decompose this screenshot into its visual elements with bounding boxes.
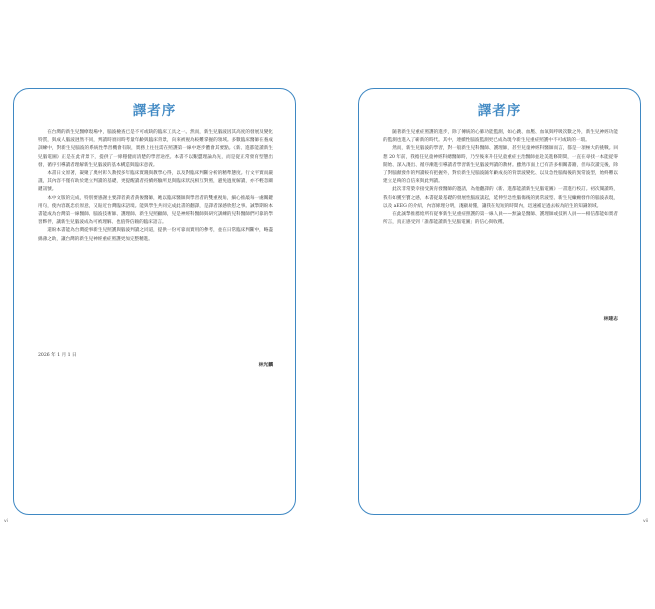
left-page-number: vi (4, 519, 8, 524)
right-paragraph-1: 隨著新生兒重症照護的進步，除了傳統的心肺功能監測，如心跳、血壓、血氧與呼吸次數之外，新生兒神經功能的監測也進入了嶄新的時代。其中，連續性腦波監測更已成為現今新生兒重症照護中不可或缺的一環。 (383, 130, 618, 144)
right-paragraph-3: 此次非常榮幸接受黃育發醫師的邀請，為他翻譯的《新、進都能讀新生兒腦電圖》一書進行校訂。初次閱讀時，我有如獲至寶之感，本書從最基礎的發展性腦波談起，延伸至急性腦傷後的異常波型、新生兒癲癇發作的腦波表現，以及 aEEG 的介紹，內容條理分明，淺顯易懂，讓我在短短的時間內，迅速補足過去較為陌生的知識領域。 (383, 187, 618, 209)
left-paragraph-2: 本書日文原著，凝聚了奧村彰久教授多年臨床實踐與教學心得，以及對臨床判斷分析的精準態度。行文平實而嚴謹，其內容不僅有助於建立判讀的基礎，更提醒讀者持續經驗所見與臨床狀況相互對照，避免過度解讀，亦不輕忽關鍵訊號。 (38, 171, 273, 193)
right-page-title: 譯者序 (477, 103, 522, 119)
right-paragraph-2: 然而，新生兒腦波的學習，對一般新生兒科醫師、護理師，甚至兒童神經科醫師而言，都是一項極大的挑戰。回想 20 年前，我擔任兒童神經科總醫師時，乃至後來升任兒童重症主治醫師並赴美進修期間，一直在尋找一本能從零開始、深入淺出、循序漸進引導讀者學習新生兒腦波判讀的教材。雖然市面上已有許多相關書籍，但每次讀完後，除了對腦顛發作的判讀較有把握外，對於新生兒腦波隨年齡成長的背景波變化、以及急性腦傷後的異常波型，始終難以建立足夠的自信來與此判讀。 (383, 146, 618, 185)
left-paragraph-1: 在台灣的新生兒醫療現場中，腦波檢查已是不可或缺的臨床工具之一。然而，新生兒腦波因其高度的發展及變化特質，與成人腦波迥然不同，判讀時須同時考量年齡與臨床背景，向來被視為較難掌握的領域。多數臨床醫師在養成訓練中，對新生兒腦波的系統性學習機會有限，實務上往往需在照護第一線中逐步體會其要點。《新、進都能讀新生兒腦電圖》正是在此背景下，提供了一條穩健而清楚的學習途徑。本書不以艱澀理論為先，而是從正常發育型態出發，循序引導讀者理解新生兒腦波的基本構造與臨床意義。 (38, 130, 273, 168)
right-page-number: vii (643, 519, 649, 524)
right-page-frame (358, 88, 641, 515)
right-page-signature: 林建志 (603, 316, 618, 322)
left-page-frame (13, 88, 296, 515)
left-page-signature: 林光麟 (258, 362, 273, 368)
left-page-date: 2026 年 1 月 1 日 (38, 353, 77, 358)
right-page-body (383, 129, 618, 227)
left-page-title: 譯者序 (132, 103, 177, 119)
left-paragraph-4: 還盼本書能為台灣從事新生兒照護與腦波判讀之同道，提供一份可靠而實用的參考，並在日常臨床判斷中，略盡綿薄之助，讓台灣的新生兒神經重症照護更加完整精進。 (38, 228, 273, 242)
right-paragraph-4: 在此誠摯推薦給所有從事新生兒重症照護的第一線人員——無論是醫師、護理師或技術人員——相信都能如實者所言，真正感受到「誰都能讀新生兒腦電圖」的信心與收穫。 (383, 212, 618, 226)
left-page-body (38, 129, 273, 244)
left-paragraph-3: 本中文版的完成，特別要感謝主要譯者黃者黃俊醫師，她以臨床醫師與學習者的雙重視角，細心推敲每一處關鍵用句，使內容既忠於原意，又貼近台灣臨床語境。能與學生共同完成此書的翻譯，是譯者深感欣慰之事。誠摯期盼本書能成為台灣第一線醫師、腦波技術師、護理師、新生兒照顧師，兒是神經科醫師與研究訓練的兒科醫師們可靠的學習夥伴，讓新生兒腦波成為可被理解、也值得信賴的臨床語言。 (38, 195, 273, 226)
